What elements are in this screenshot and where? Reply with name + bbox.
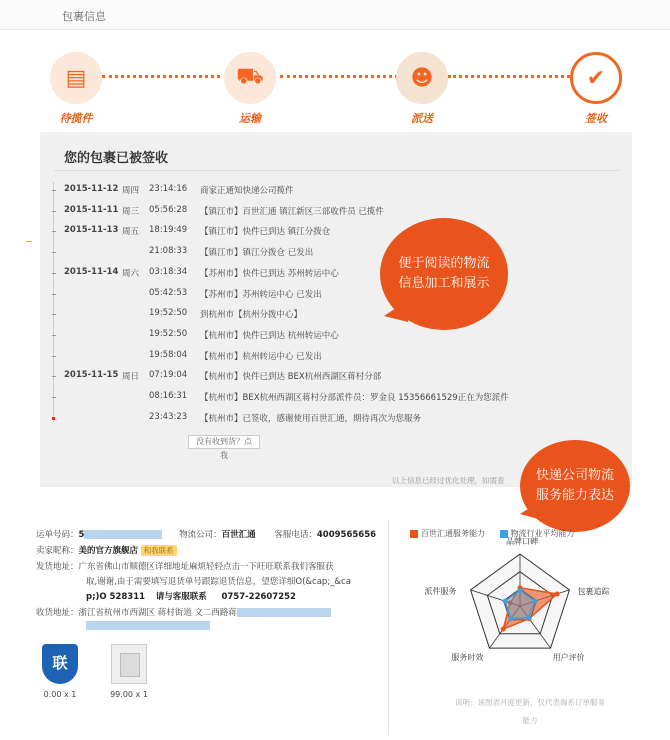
radar-company-series-point — [527, 616, 532, 621]
product-item[interactable] — [40, 644, 80, 699]
step-signed — [556, 52, 636, 126]
company-label: 物流公司： — [179, 530, 222, 540]
radar-company-series-point — [508, 600, 513, 605]
callout-tail — [384, 300, 408, 322]
timeline-time: 18:19:49 — [149, 225, 188, 236]
recv-address: 浙江省杭州市西湖区 蒋村街道 文二西路蒋 — [78, 608, 237, 618]
timeline-line — [53, 182, 54, 422]
seller-row — [36, 544, 177, 556]
timeline-date: 2015-11-14 — [64, 266, 119, 277]
tracking-heading: 您的包裹已被签收 — [64, 151, 169, 166]
timeline-desc: 【杭州市】杭州转运中心 已发出 — [200, 351, 322, 362]
timeline-dot — [52, 211, 56, 212]
timeline-dot — [52, 335, 56, 336]
tracking-panel — [40, 132, 632, 487]
timeline-desc: 【杭州市】快件已到达 BEX杭州西湖区蒋村分部 — [200, 372, 382, 383]
callout-tail — [520, 500, 542, 520]
product-item[interactable] — [106, 644, 152, 699]
timeline-dot — [52, 273, 56, 274]
timeline-time: 21:08:33 — [149, 246, 188, 257]
redacted-block — [86, 621, 210, 630]
radar-average-series-point — [518, 588, 523, 593]
optimization-note: 以上信息已经过优化处理，如需查 — [392, 476, 505, 485]
radar-company-series-point — [555, 591, 560, 596]
callout-text: 信息加工和展示 — [398, 276, 490, 291]
lian-shield-icon: 联 — [42, 644, 78, 684]
radar-axis-spoke — [520, 590, 569, 606]
radar-grid-ring — [471, 554, 570, 648]
legend-average: 物流行业平均能力 — [510, 529, 575, 538]
timeline-desc: 【镇江市】快件已到达 镇江分拨仓 — [200, 227, 331, 238]
timeline-dot — [52, 356, 56, 357]
timeline-weekday: 周日 — [122, 372, 140, 383]
ship-label: 发货地址： — [36, 562, 79, 572]
step-label: 待揽件 — [59, 112, 93, 125]
radar-axis-spoke — [471, 590, 520, 606]
redacted-block — [84, 530, 162, 539]
company-value: 百世汇通 — [221, 530, 256, 540]
radar-legend — [410, 528, 575, 539]
timeline-date: 2015-11-15 — [64, 370, 119, 381]
radar-grid-ring — [504, 589, 537, 620]
not-received-button[interactable]: 没有收到货？点 — [188, 435, 260, 449]
step-delivery — [382, 52, 462, 126]
radar-average-series-point — [508, 616, 513, 621]
step-pending-pickup — [36, 52, 116, 126]
radar-grid-ring — [487, 572, 552, 634]
legend-company: 百世汇通服务能力 — [421, 529, 485, 538]
legend-swatch-company — [410, 530, 418, 538]
radar-axis-label: 服务时效 — [451, 653, 484, 663]
step-connector — [448, 75, 570, 78]
timeline-weekday: 周四 — [122, 186, 140, 196]
timeline-desc: 【杭州市】BEX杭州西湖区蒋村分部派件员：罗金良 15356661529正在为您派件 — [200, 393, 509, 403]
timeline-time: 19:52:50 — [149, 328, 188, 339]
radar-axis-label: 用户评价 — [552, 653, 585, 663]
radar-average-series-area — [505, 590, 535, 618]
timeline-dot — [52, 231, 56, 232]
timeline-time: 07:19:04 — [149, 370, 188, 381]
timeline-weekday: 周六 — [122, 268, 140, 279]
ship-contact-text: 请与客服联系 — [155, 592, 207, 602]
divider — [54, 170, 620, 171]
contact-seller-badge[interactable]: 和我联系 — [141, 545, 177, 556]
progress-steps — [0, 40, 670, 130]
radar-axis-label: 派件服务 — [424, 586, 457, 596]
timeline-dot — [52, 252, 56, 253]
header-bar — [0, 0, 670, 30]
seller-label: 卖家昵称： — [36, 546, 79, 556]
courier-icon: ☻ — [396, 52, 448, 104]
step-label: 运输 — [239, 112, 261, 125]
ship-address-row-2: 取,谢谢,由于需要填写退货单号跟踪退货信息，望您详细O(&cap;_&ca — [86, 577, 351, 587]
phone-value: 4009565656 — [316, 530, 377, 540]
step-label: 签收 — [585, 112, 607, 125]
ship-postcode: p;)O 528311 — [86, 592, 146, 602]
callout-text: 服务能力表达 — [535, 488, 614, 503]
timeline-weekday: 周五 — [122, 227, 140, 238]
page-title: 包裹信息 — [62, 10, 106, 23]
product-box-icon — [111, 644, 147, 684]
ship-phone: 0757-22607252 — [221, 592, 296, 602]
timeline-desc: 【苏州市】快件已到达 苏州转运中心 — [200, 268, 339, 279]
timeline-desc: 【镇江市】百世汇通 镇江新区三部收件员 已揽件 — [200, 206, 384, 217]
radar-average-series-point — [526, 615, 531, 620]
timeline-dot — [52, 294, 56, 295]
truck-icon: ⛟ — [224, 52, 276, 104]
vertical-separator — [388, 520, 389, 734]
timeline-dot — [52, 376, 56, 377]
timeline-time: 23:14:16 — [149, 184, 188, 194]
clipboard-icon: ▤ — [50, 52, 102, 104]
radar-axis-spoke — [520, 606, 551, 648]
radar-axis-spoke — [489, 606, 520, 648]
not-received-button-tail[interactable]: 我 — [220, 451, 228, 460]
phone-label: 客服电话： — [274, 530, 317, 540]
step-label: 派送 — [411, 112, 433, 125]
tracking-number-row — [36, 528, 376, 540]
tracking-label: 运单号码： — [36, 530, 79, 540]
seller-name[interactable]: 美的官方旗舰店 — [78, 546, 139, 556]
timeline-time: 08:16:31 — [149, 391, 188, 401]
recv-address-row-2 — [86, 621, 210, 631]
timeline-time: 19:58:04 — [149, 349, 188, 360]
step-transport — [210, 52, 290, 126]
timeline-date: 2015-11-13 — [64, 225, 119, 236]
tracking-number[interactable]: 5 — [78, 530, 85, 540]
product-price: 0.00 x 1 — [43, 690, 77, 699]
recv-label: 收货地址： — [36, 608, 79, 618]
radar-average-series-point — [503, 599, 508, 604]
radar-axis-label: 包裹追踪 — [577, 586, 610, 596]
timeline-dot — [52, 190, 56, 191]
timeline-dot — [52, 397, 56, 398]
timeline-date: 2015-11-11 — [64, 204, 119, 215]
radar-footnote — [440, 694, 620, 730]
timeline-time: 05:42:53 — [149, 287, 188, 298]
product-price: 99.00 x 1 — [110, 690, 148, 699]
radar-company-series-area — [503, 588, 557, 629]
callout-text: 快递公司物流 — [535, 468, 614, 483]
radar-company-series-point — [518, 585, 523, 590]
footnote-text: 能力 — [522, 716, 538, 725]
redacted-block — [237, 608, 331, 617]
timeline-desc: 【杭州市】快件已到达 杭州转运中心 — [200, 330, 339, 341]
recv-address-row — [36, 606, 331, 618]
ship-address-row — [36, 560, 334, 572]
timeline-time: 03:18:34 — [149, 266, 188, 277]
timeline-dot — [52, 417, 55, 420]
ship-address-row-3 — [86, 590, 296, 602]
step-connector — [280, 75, 398, 78]
timeline-time: 19:52:50 — [149, 308, 188, 319]
ship-address: 广东省佛山市顺德区详细地址麻烦轻轻点击一下旺旺联系我们客服获 — [78, 562, 334, 572]
timeline-desc: 【镇江市】镇江分拨仓 已发出 — [200, 248, 314, 259]
timeline-time: 05:56:28 — [149, 204, 188, 215]
check-envelope-icon: ✔ — [570, 52, 622, 104]
radar-average-series-point — [532, 599, 537, 604]
radar-axis-label: 品牌口碑 — [506, 537, 538, 546]
timeline-time: 23:43:23 — [149, 411, 188, 422]
edge-marker — [26, 241, 32, 242]
timeline-desc: 到杭州市【杭州分拨中心】 — [200, 310, 303, 321]
timeline-desc: 【杭州市】已签收，感谢使用百世汇通，期待再次为您服务 — [200, 413, 422, 424]
timeline-weekday: 周三 — [122, 206, 140, 217]
callout-text: 便于阅读的物流 — [398, 256, 490, 271]
timeline-date: 2015-11-12 — [64, 184, 119, 194]
radar-company-series-point — [501, 627, 506, 632]
footnote-text: 说明：该图表月度更新，仅代表淘系订单服务 — [455, 698, 605, 707]
timeline-desc: 商家正通知快递公司揽件 — [200, 186, 294, 196]
timeline-dot — [52, 314, 56, 315]
step-connector — [102, 75, 220, 78]
timeline-desc: 【苏州市】苏州转运中心 已发出 — [200, 289, 322, 300]
